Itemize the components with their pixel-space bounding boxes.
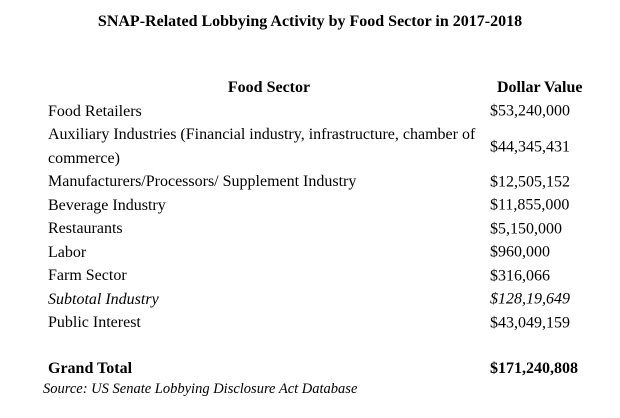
sector-cell: Food Retailers [48, 102, 142, 120]
sector-cell: Farm Sector [48, 267, 127, 284]
table-row [48, 100, 594, 124]
sector-cell: Public Interest [48, 314, 141, 331]
table-row [48, 241, 594, 265]
sector-cell: Beverage Industry [48, 196, 166, 214]
sector-cell: Restaurants [48, 220, 123, 237]
sector-cell: Subtotal Industry [48, 290, 159, 308]
value-cell: $44,345,431 [490, 137, 570, 155]
table-row [48, 123, 594, 170]
lobbying-table [43, 76, 594, 398]
table-body [48, 100, 594, 335]
value-cell: $5,150,000 [490, 220, 562, 237]
source-note: Source: US Senate Lobbying Disclosure Act Database [43, 381, 358, 397]
table-row [48, 194, 594, 218]
value-cell: $960,000 [490, 243, 550, 261]
sector-cell: Manufacturers/Processors/ Supplement Industry [48, 173, 357, 190]
sector-cell: Labor [48, 243, 87, 261]
value-cell: $53,240,000 [490, 102, 570, 120]
table-header-row [48, 76, 594, 100]
value-cell: $316,066 [490, 267, 550, 284]
table-row [48, 170, 594, 194]
table-row [48, 264, 594, 288]
table-title: SNAP-Related Lobbying Activity by Food Sector in 2017-2018 [97, 13, 523, 30]
grand-total-value: $171,240,808 [490, 359, 578, 377]
sector-cell: Auxiliary Industries (Financial industry, infrastructure, chamber of commerce) [48, 126, 476, 167]
value-cell: $43,049,159 [490, 314, 570, 331]
grand-total-label: Grand Total [48, 359, 133, 377]
table-row [48, 311, 594, 335]
column-header-dollar-value: Dollar Value [497, 79, 583, 96]
grand-total-row [48, 357, 594, 381]
value-cell: $12,505,152 [490, 173, 570, 190]
value-cell: $11,855,000 [490, 196, 570, 214]
value-cell: $128,19,649 [490, 290, 570, 308]
table-row [48, 288, 594, 312]
table-row [48, 217, 594, 241]
column-header-food-sector: Food Sector [227, 79, 311, 96]
